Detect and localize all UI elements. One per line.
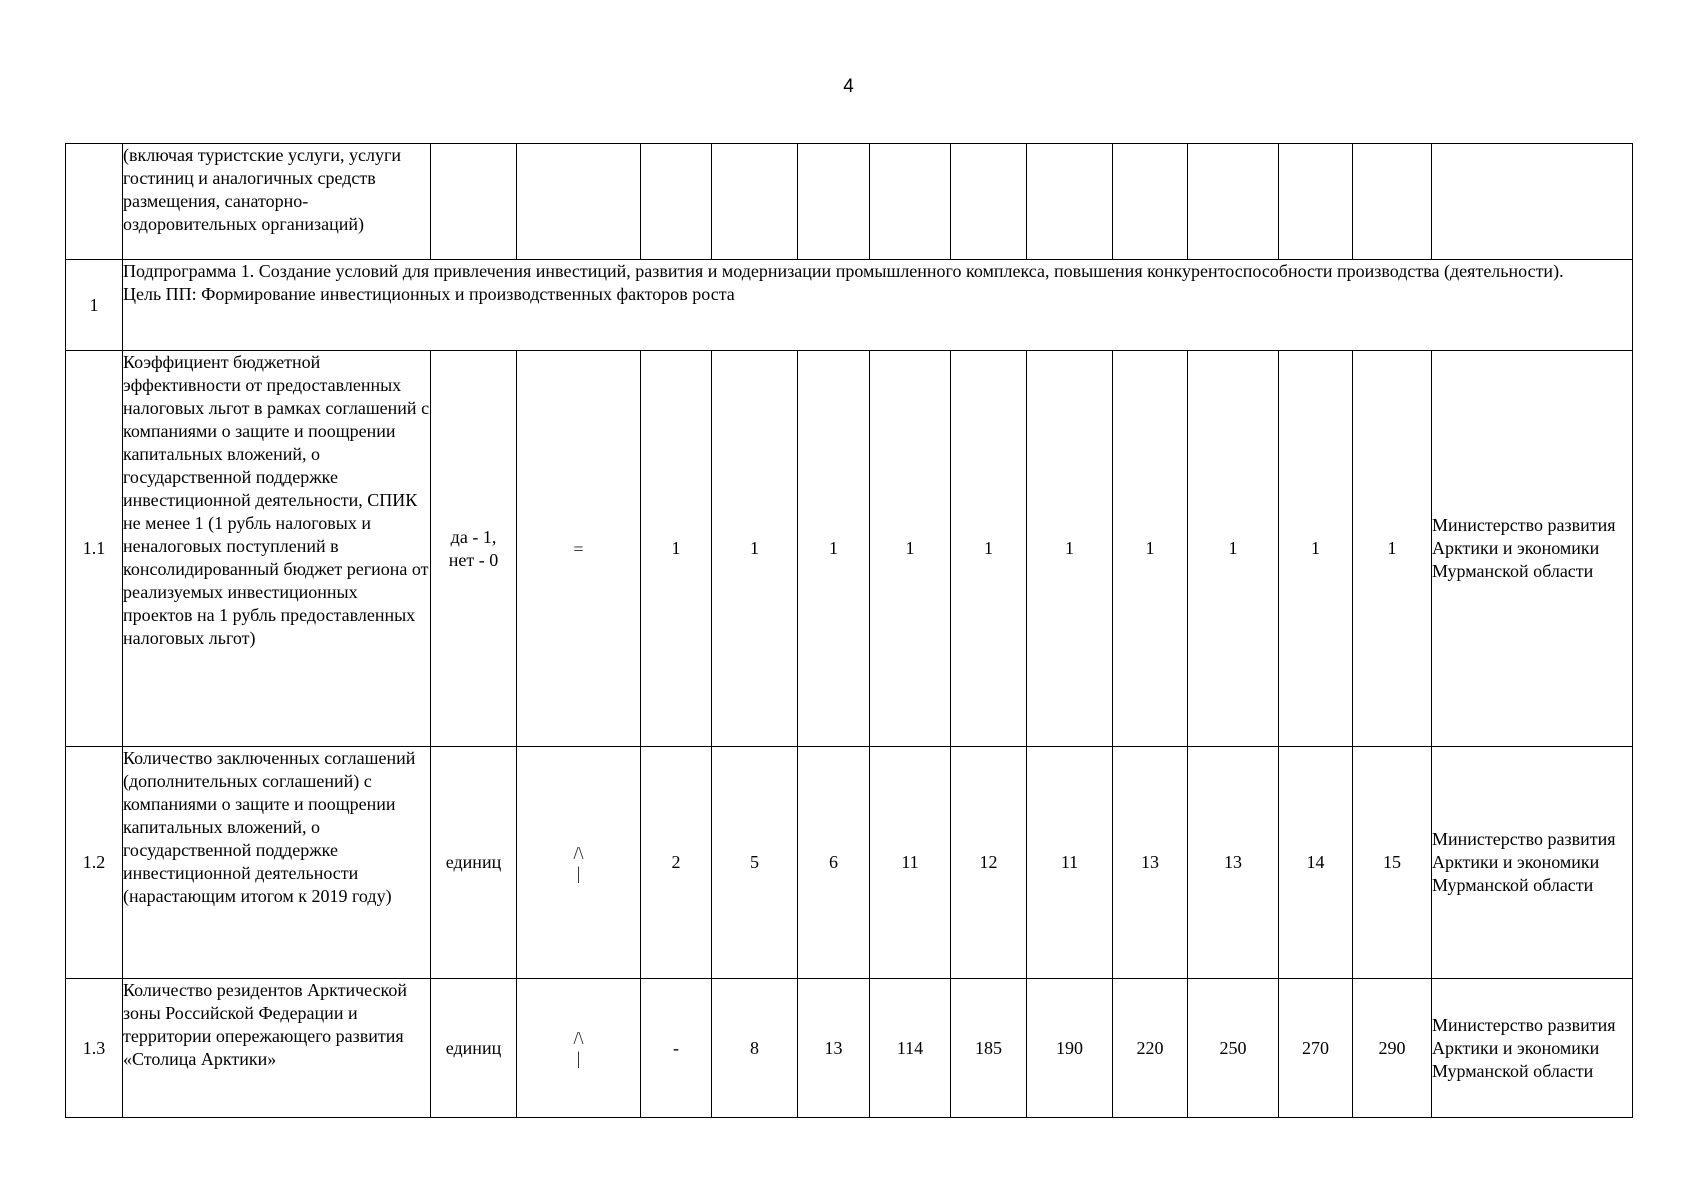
value-cell: 12 [951,747,1027,979]
unit-cell: единиц [431,747,517,979]
empty-cell [1432,144,1633,260]
value-cell: 13 [1188,747,1279,979]
direction-cell: = [517,351,641,747]
empty-cell [1027,144,1113,260]
value-cell: 190 [1027,979,1113,1118]
empty-cell [641,144,712,260]
value-cell: 1 [1027,351,1113,747]
row-number-cell [66,144,123,260]
empty-cell [798,144,870,260]
empty-cell [431,144,517,260]
value-cell: - [641,979,712,1118]
value-cell: 15 [1353,747,1432,979]
value-cell: 220 [1113,979,1188,1118]
indicator-name-cell: (включая туристские услуги, услуги гостиниц и аналогичных средств размещения, санаторно-оздоровительных организаций) [123,144,431,260]
value-cell: 1 [1353,351,1432,747]
responsible-cell: Министерство развития Арктики и экономики Мурманской области [1432,747,1633,979]
table-row [66,979,1633,1118]
value-cell: 13 [1113,747,1188,979]
value-cell: 5 [712,747,798,979]
indicator-name: Коэффициент бюджетной эффективности от предоставленных налоговых льгот в рамках соглашений с компаниями о защите и поощрении капитальных вложений, о государственной поддержке инвестиционной деятельности, СПИК не менее 1 (1 рубль налоговых и неналоговых поступлений в консолидированный бюджет региона от реализуемых инвестиционных проектов на 1 рубль предоставленных налоговых льгот) [123,351,431,747]
value-cell: 114 [870,979,951,1118]
subprogram-title: Подпрограмма 1. Создание условий для привлечения инвестиций, развития и модернизации промышленного комплекса, повышения конкурентоспособности производства (деятельности). [123,261,1564,281]
value-cell: 270 [1279,979,1353,1118]
empty-cell [1279,144,1353,260]
empty-cell [1113,144,1188,260]
value-cell: 290 [1353,979,1432,1118]
responsible-cell: Министерство развития Арктики и экономики Мурманской области [1432,979,1633,1118]
value-cell: 1 [1279,351,1353,747]
row-number: 1.3 [66,979,123,1118]
row-number: 1.2 [66,747,123,979]
value-cell: 2 [641,747,712,979]
subprogram-cell [123,260,1633,351]
unit-cell: да - 1, нет - 0 [431,351,517,747]
empty-cell [1353,144,1432,260]
empty-cell [870,144,951,260]
value-cell: 1 [641,351,712,747]
value-cell: 11 [1027,747,1113,979]
direction-cell: /\ | [517,979,641,1118]
value-cell: 14 [1279,747,1353,979]
value-cell: 1 [712,351,798,747]
value-cell: 1 [951,351,1027,747]
empty-cell [951,144,1027,260]
value-cell: 8 [712,979,798,1118]
table-row-subprogram [66,260,1633,351]
indicator-name: Количество заключенных соглашений (дополнительных соглашений) с компаниями о защите и поощрении капитальных вложений, о государственной поддержке инвестиционной деятельности (нарастающим итогом к 2019 году) [123,747,431,979]
value-cell: 185 [951,979,1027,1118]
table-row-continuation [66,144,1633,260]
responsible-cell: Министерство развития Арктики и экономики Мурманской области [1432,351,1633,747]
page-number: 4 [843,76,854,97]
value-cell: 250 [1188,979,1279,1118]
table-row [66,747,1633,979]
value-cell: 11 [870,747,951,979]
unit-cell: единиц [431,979,517,1118]
value-cell: 1 [798,351,870,747]
empty-cell [517,144,641,260]
value-cell: 1 [870,351,951,747]
indicators-table [65,143,1633,1118]
value-cell: 6 [798,747,870,979]
value-cell: 1 [1188,351,1279,747]
empty-cell [712,144,798,260]
value-cell: 1 [1113,351,1188,747]
empty-cell [1188,144,1279,260]
subprogram-goal: Цель ПП: Формирование инвестиционных и производственных факторов роста [123,284,735,304]
indicator-name: Количество резидентов Арктической зоны Российской Федерации и территории опережающего развития «Столица Арктики» [123,979,431,1118]
direction-cell: /\ | [517,747,641,979]
value-cell: 13 [798,979,870,1118]
row-number: 1.1 [66,351,123,747]
table-row [66,351,1633,747]
subprogram-number: 1 [66,260,123,351]
